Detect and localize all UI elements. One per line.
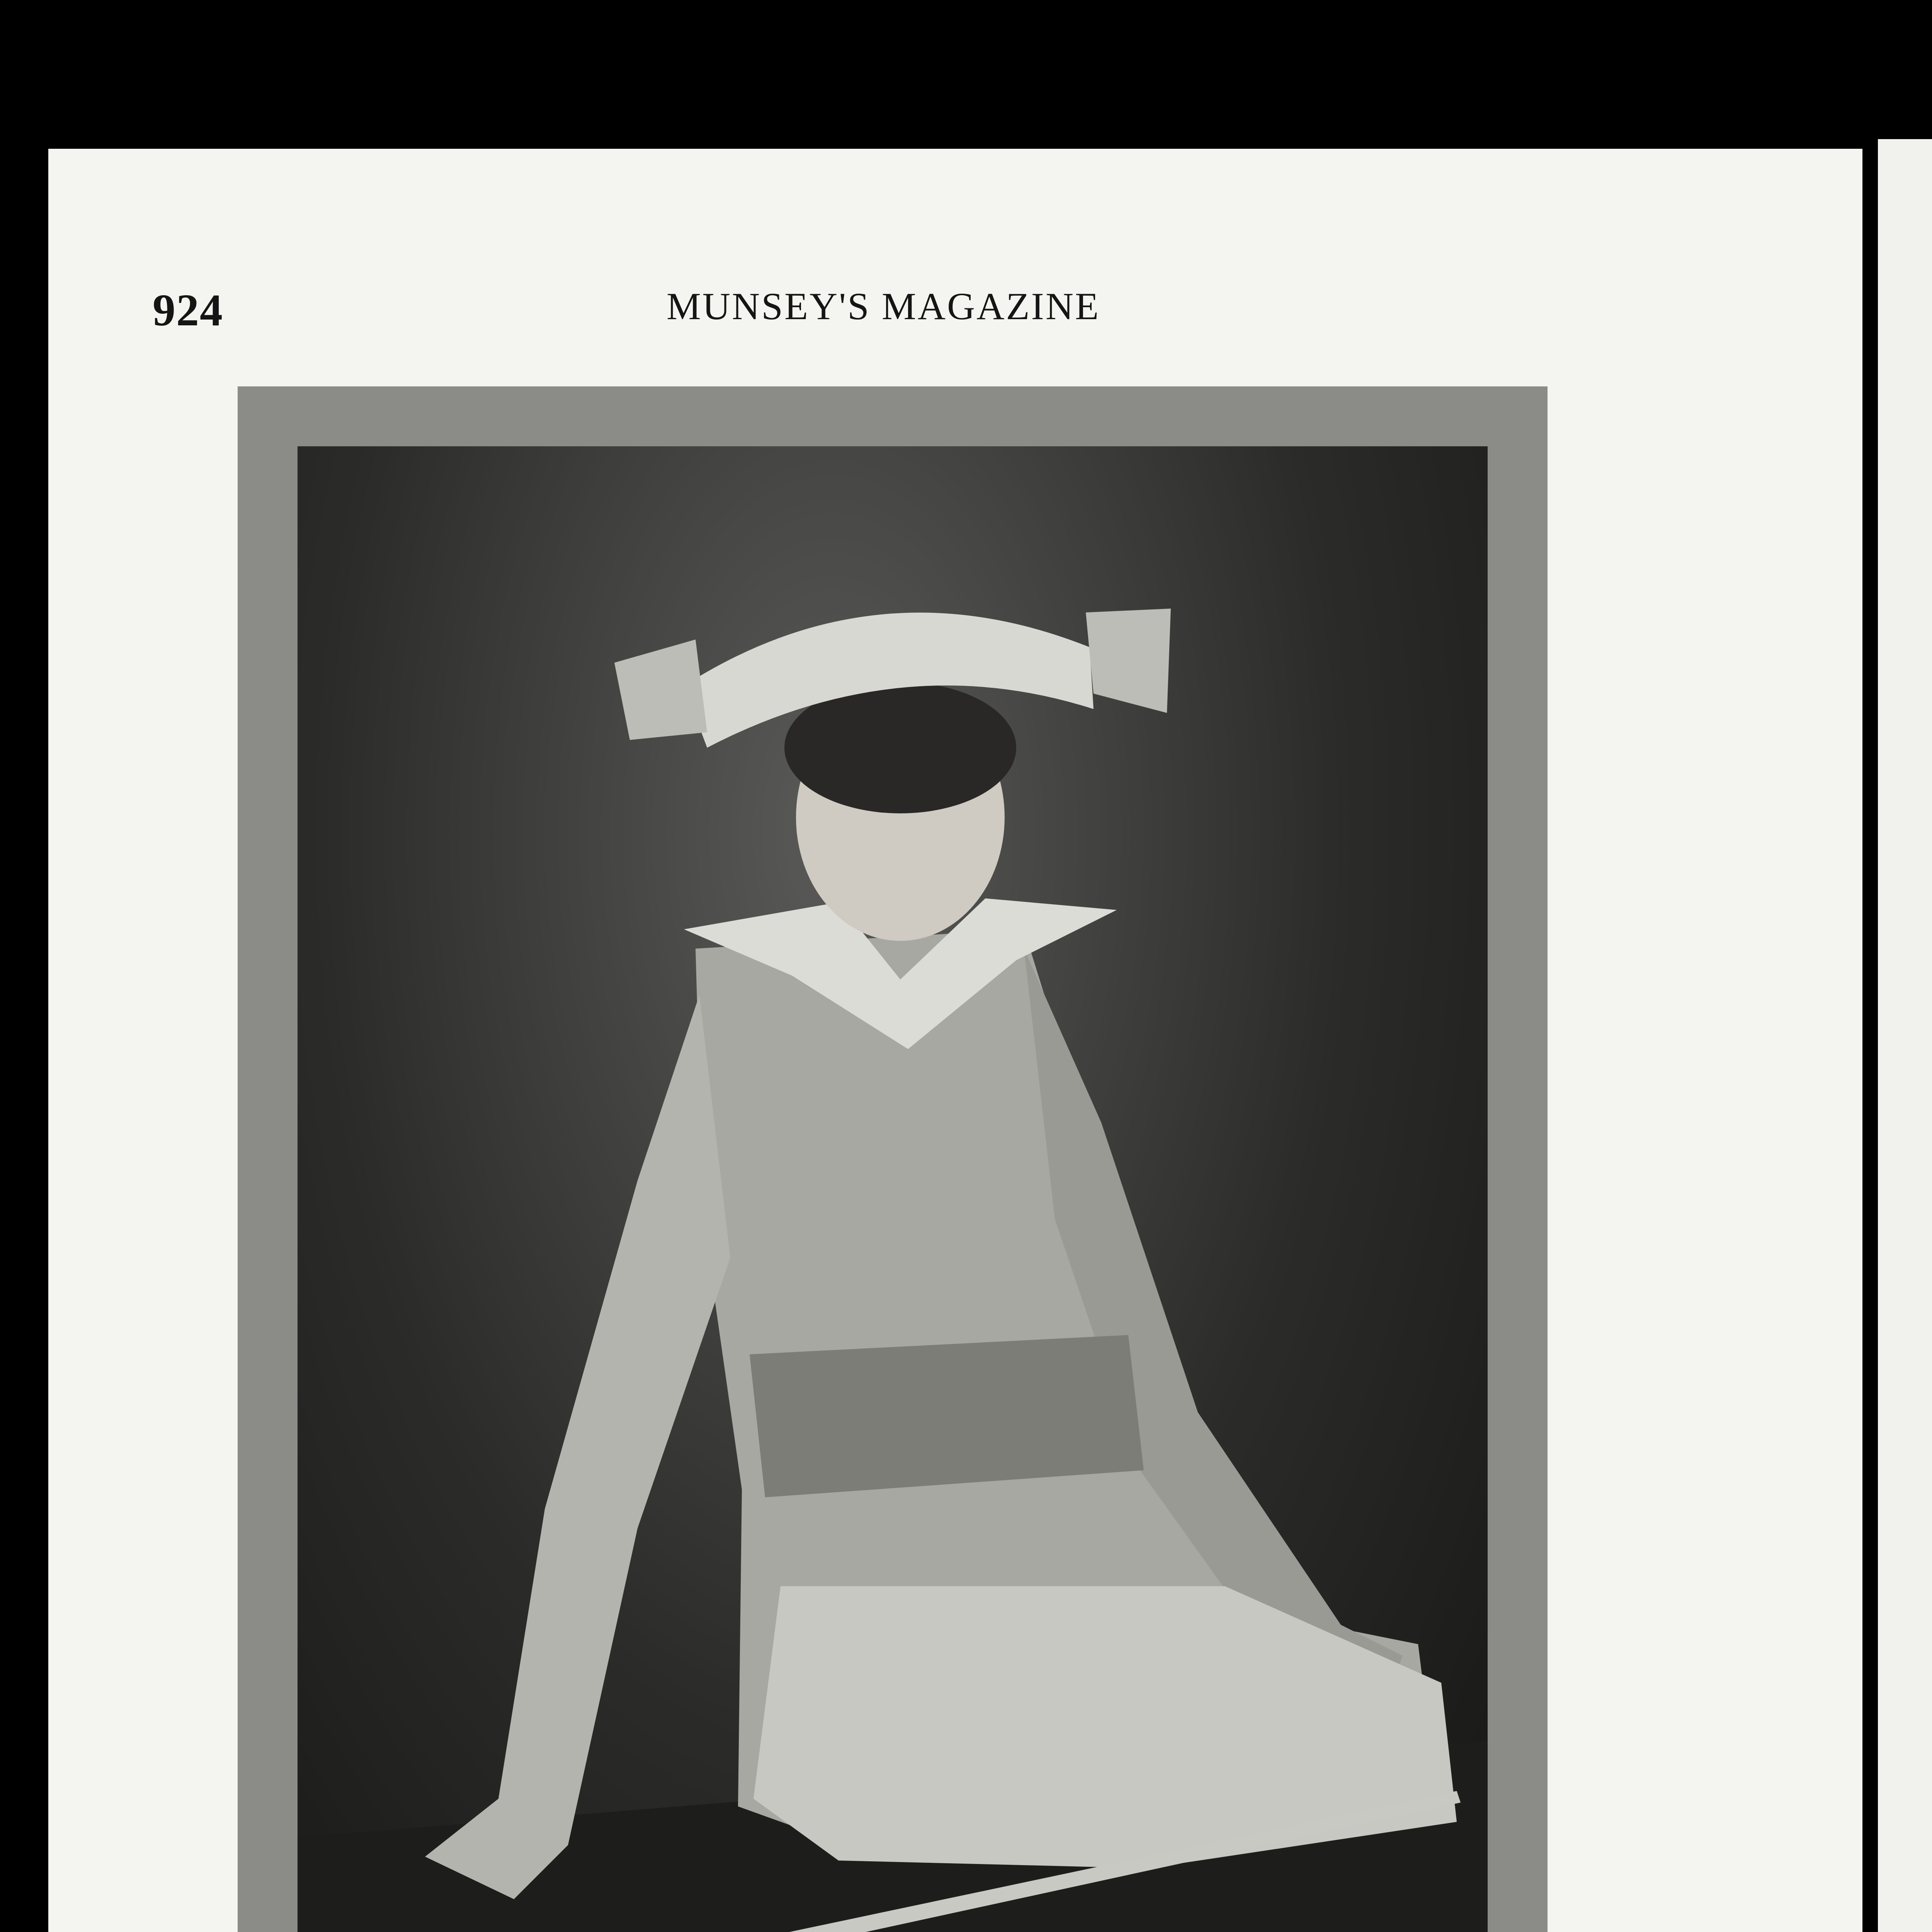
portrait-illustration [298, 446, 1488, 1932]
photo-frame [238, 386, 1548, 1932]
page-number: 924 [153, 285, 223, 335]
adjacent-page-edge [1878, 139, 1932, 1932]
magazine-title: MUNSEY'S MAGAZINE [667, 285, 1100, 328]
magazine-page [48, 149, 1862, 1932]
portrait-photograph [298, 446, 1488, 1932]
running-head [48, 284, 1862, 338]
